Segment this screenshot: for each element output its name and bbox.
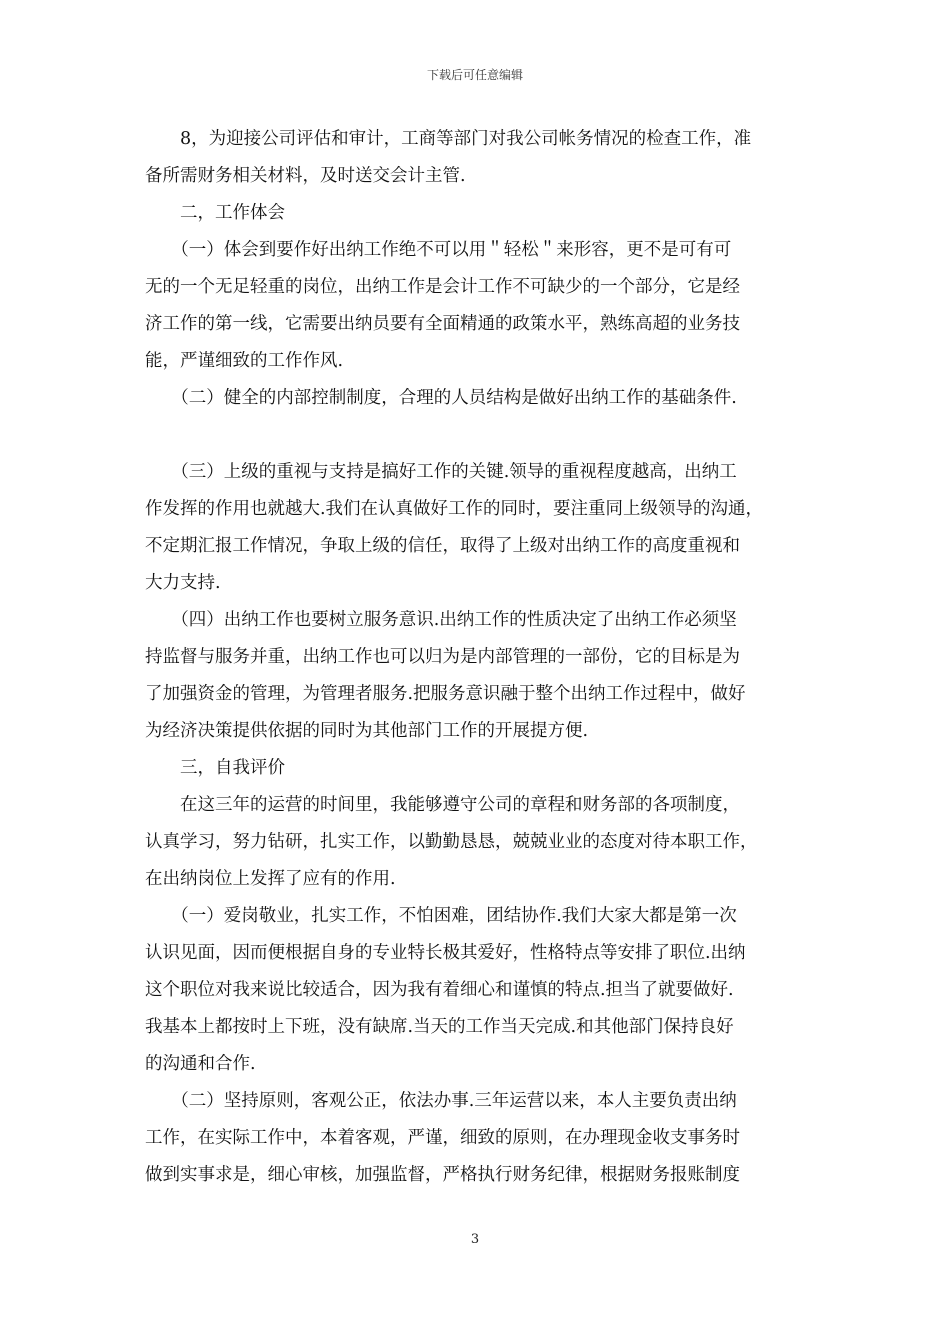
text-line: （二）健全的内部控制制度，合理的人员结构是做好出纳工作的基础条件. bbox=[145, 388, 737, 408]
text-line: 做到实事求是，细心审核，加强监督，严格执行财务纪律，根据财务报账制度 bbox=[145, 1165, 740, 1185]
paragraph-4 bbox=[145, 380, 810, 417]
blank-line bbox=[145, 417, 810, 454]
paragraph-5 bbox=[145, 454, 810, 602]
text-line: 在出纳岗位上发挥了应有的作用. bbox=[145, 869, 396, 889]
section-heading-7 bbox=[145, 750, 810, 787]
text-line: 二，工作体会 bbox=[145, 203, 285, 223]
text-line: 的沟通和合作. bbox=[145, 1054, 256, 1074]
text-line: 认真学习，努力钻研，扎实工作，以勤勤恳恳，兢兢业业的态度对待本职工作， bbox=[145, 832, 758, 852]
text-line: 认识见面，因而便根据自身的专业特长极其爱好，性格特点等安排了职位.出纳 bbox=[145, 943, 746, 963]
text-line: 不定期汇报工作情况，争取上级的信任，取得了上级对出纳工作的高度重视和 bbox=[145, 536, 740, 556]
text-line: 为经济决策提供依据的同时为其他部门工作的开展提方便. bbox=[145, 721, 589, 741]
text-line: 备所需财务相关材料，及时送交会计主管. bbox=[145, 166, 466, 186]
text-line: 作发挥的作用也就越大.我们在认真做好工作的同时，要注重同上级领导的沟通， bbox=[145, 499, 764, 519]
page-header: 下载后可任意编辑 bbox=[426, 68, 523, 82]
text-line: （一）体会到要作好出纳工作绝不可以用＂轻松＂来形容，更不是可有可 bbox=[145, 240, 732, 260]
text-line: （三）上级的重视与支持是搞好工作的关键.领导的重视程度越高，出纳工 bbox=[145, 462, 737, 482]
paragraph-10 bbox=[145, 1083, 810, 1194]
text-line: 能，严谨细致的工作作风. bbox=[145, 351, 344, 371]
paragraph-9 bbox=[145, 898, 810, 1083]
text-line: 三，自我评价 bbox=[145, 758, 285, 778]
text-line: 大力支持. bbox=[145, 573, 221, 593]
text-line: 无的一个无足轻重的岗位，出纳工作是会计工作不可缺少的一个部分，它是经 bbox=[145, 277, 740, 297]
text-line: 持监督与服务并重，出纳工作也可以归为是内部管理的一部份，它的目标是为 bbox=[145, 647, 740, 667]
text-line: 工作，在实际工作中，本着客观，严谨，细致的原则，在办理现金收支事务时 bbox=[145, 1128, 740, 1148]
paragraph-6 bbox=[145, 602, 810, 750]
text-line: （二）坚持原则，客观公正，依法办事.三年运营以来，本人主要负责出纳 bbox=[145, 1091, 737, 1111]
page-number: 3 bbox=[470, 1232, 480, 1247]
text-line: 在这三年的运营的时间里，我能够遵守公司的章程和财务部的各项制度， bbox=[145, 795, 740, 815]
text-line: 我基本上都按时上下班，没有缺席.当天的工作当天完成.和其他部门保持良好 bbox=[145, 1017, 734, 1037]
text-line: 这个职位对我来说比较适合，因为我有着细心和谨慎的特点.担当了就要做好. bbox=[145, 980, 734, 1000]
text-line: （一）爱岗敬业，扎实工作，不怕困难，团结协作.我们大家大都是第一次 bbox=[145, 906, 737, 926]
text-line: 8，为迎接公司评估和审计，工商等部门对我公司帐务情况的检查工作，准 bbox=[145, 129, 752, 149]
paragraph-3 bbox=[145, 232, 810, 380]
text-line: （四）出纳工作也要树立服务意识.出纳工作的性质决定了出纳工作必须坚 bbox=[145, 610, 737, 630]
section-heading-2 bbox=[145, 195, 810, 232]
paragraph-1 bbox=[145, 121, 810, 195]
paragraph-8 bbox=[145, 787, 810, 898]
text-line: 济工作的第一线，它需要出纳员要有全面精通的政策水平，熟练高超的业务技 bbox=[145, 314, 740, 334]
text-line: 了加强资金的管理，为管理者服务.把服务意识融于整个出纳工作过程中，做好 bbox=[145, 684, 746, 704]
document-body bbox=[145, 121, 810, 1194]
